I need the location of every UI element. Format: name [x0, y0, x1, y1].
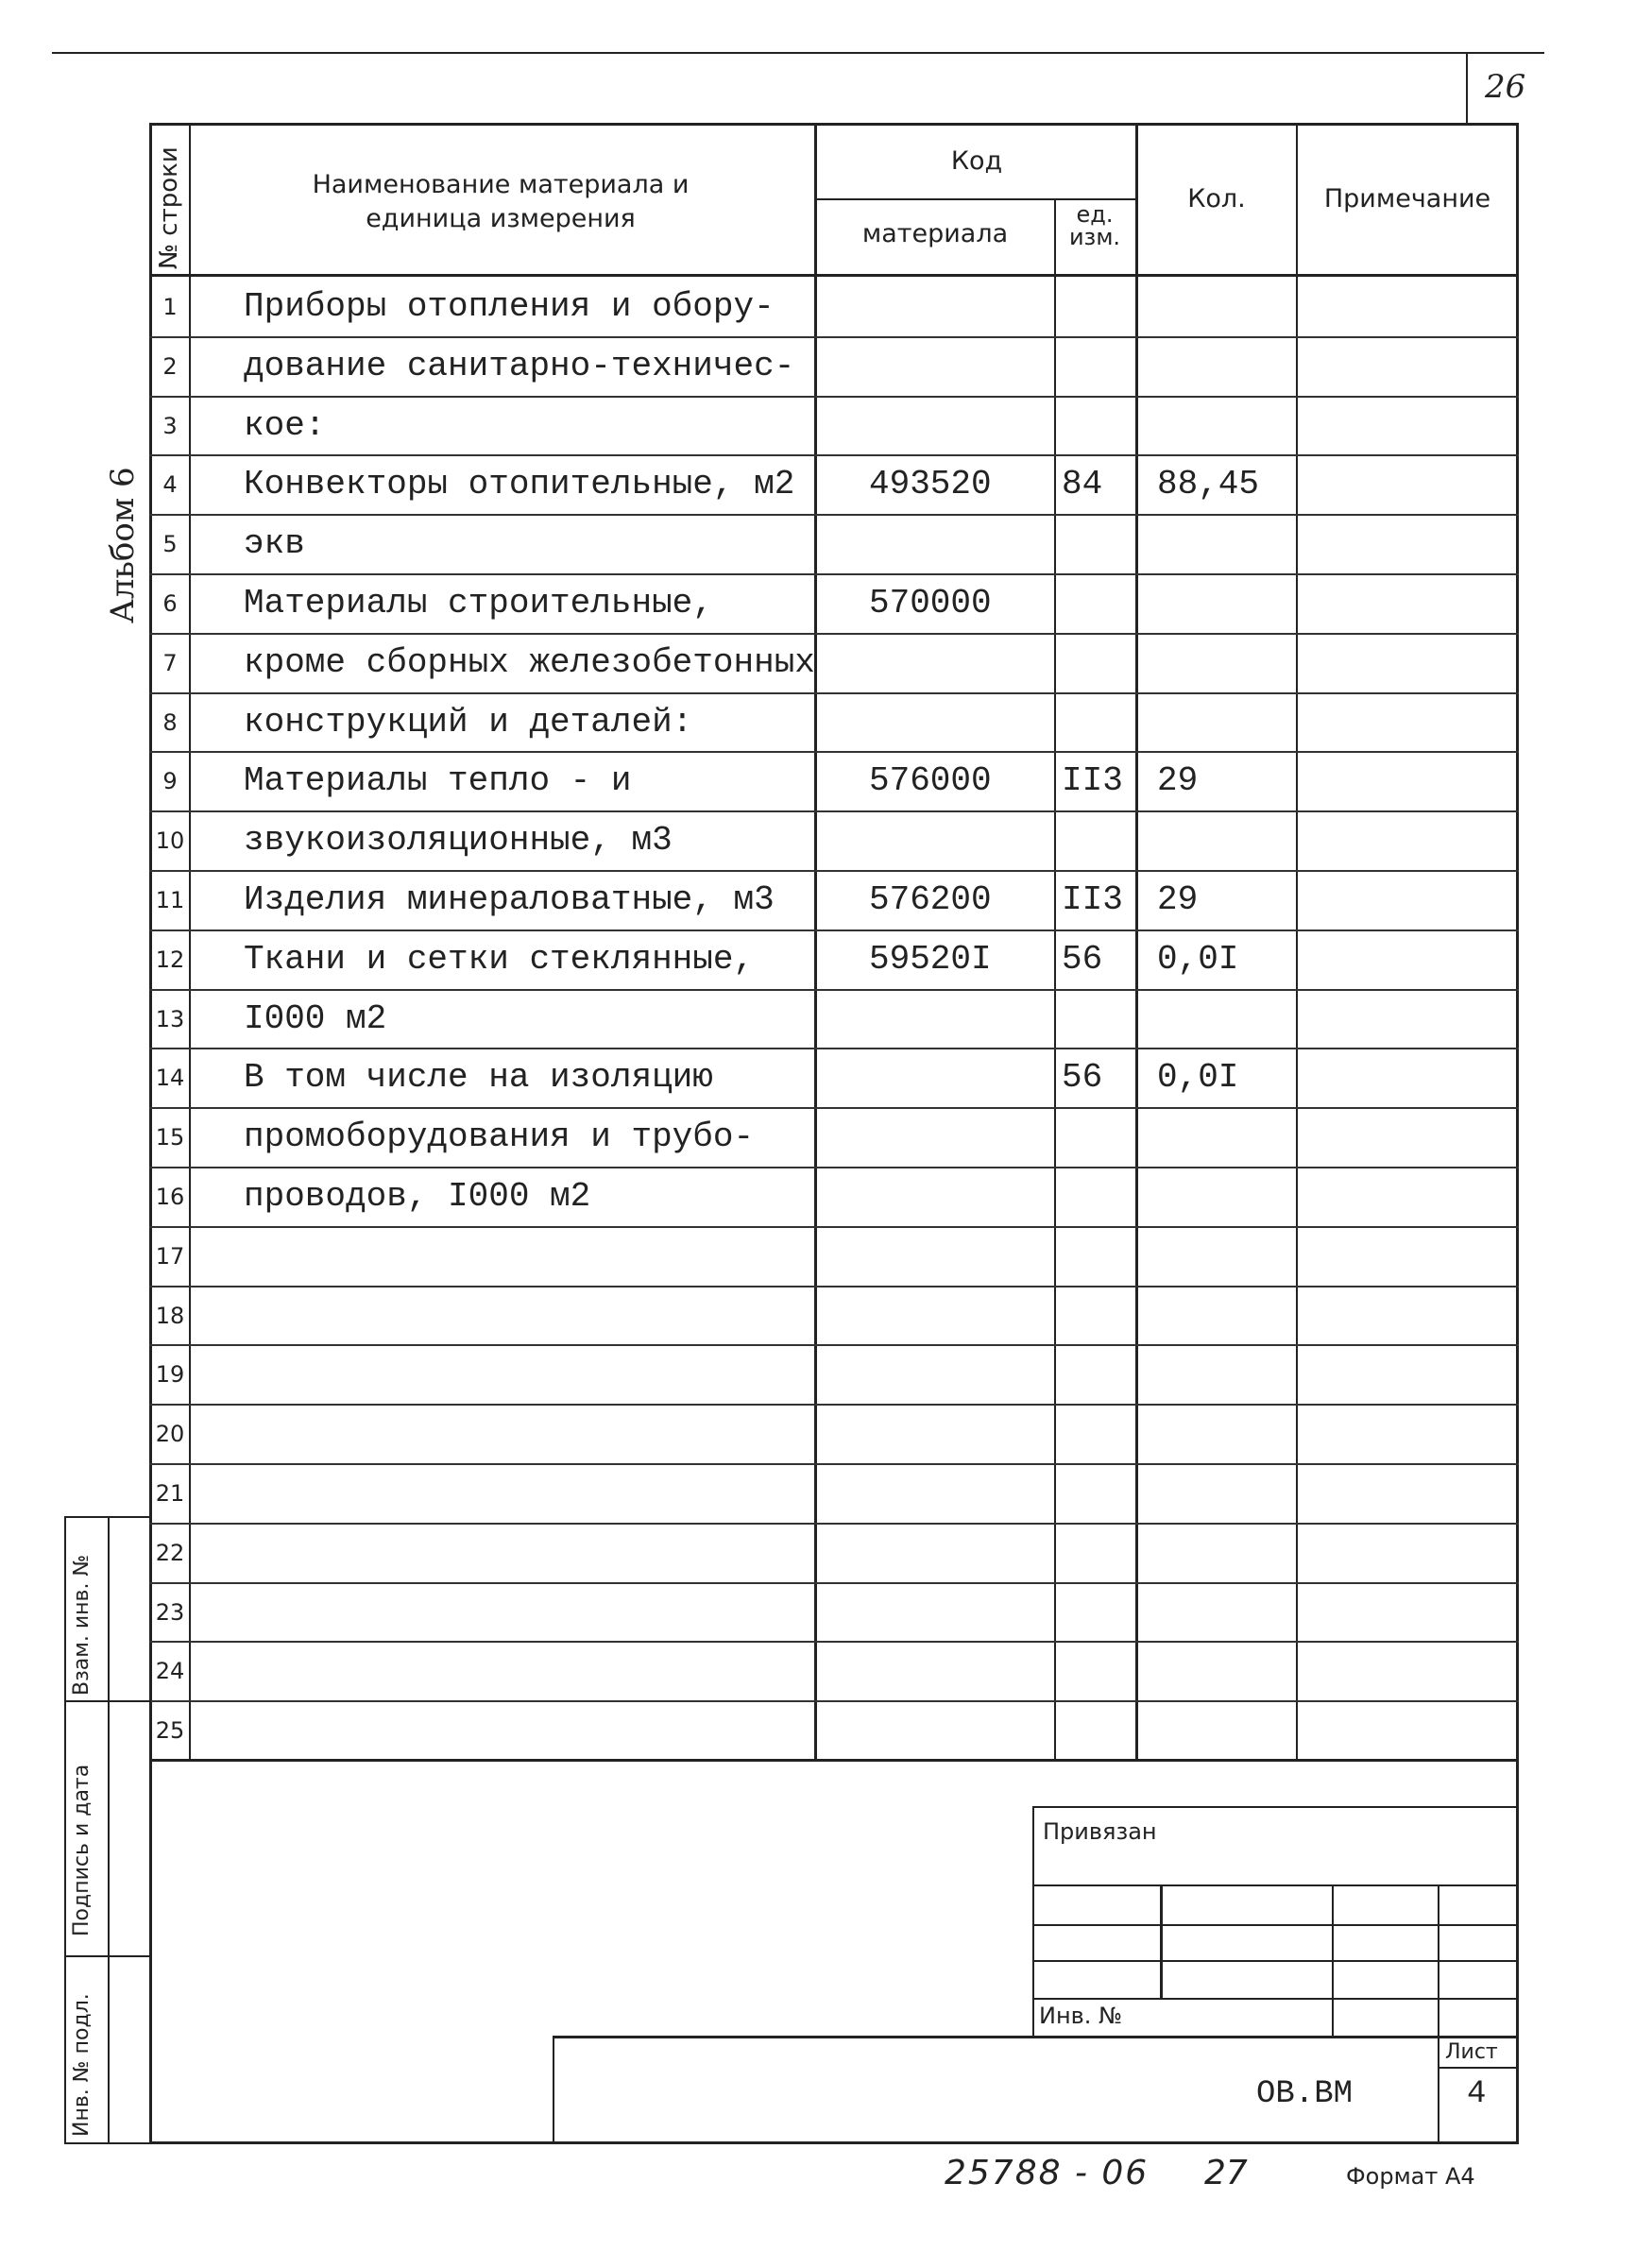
- page-number: 26: [1485, 68, 1526, 106]
- inv-podl-label: Инв. № подл.: [70, 1993, 94, 2137]
- material-name: Приборы отопления и обору-: [244, 287, 775, 326]
- name-header: Наименование материала и единица измерения: [312, 170, 690, 233]
- quantity: 0,0I: [1157, 1058, 1239, 1097]
- note-header: Примечание: [1323, 184, 1491, 213]
- unit-code: II3: [1062, 880, 1123, 919]
- row-number: 11: [155, 887, 185, 913]
- material-name: экв: [244, 524, 305, 563]
- material-code: 570000: [869, 584, 992, 622]
- format-label: Формат А4: [1346, 2163, 1475, 2190]
- document-designation: ОВ.ВМ: [1256, 2076, 1354, 2112]
- material-code: 493520: [869, 465, 992, 503]
- unit-code: 56: [1062, 940, 1103, 979]
- sheet-number: 4: [1467, 2076, 1487, 2112]
- material-name: Конвекторы отопительные, м2: [244, 465, 795, 503]
- album-label: Альбом 6: [104, 467, 142, 623]
- material-name: В том числе на изоляцию: [244, 1058, 713, 1097]
- row-number: 23: [155, 1599, 185, 1626]
- quantity: 29: [1157, 880, 1199, 919]
- unit-code: 56: [1062, 1058, 1103, 1097]
- material-name: дование санитарно-техничес-: [244, 347, 795, 385]
- material-name: конструкций и деталей:: [244, 703, 693, 742]
- document-number: 25788 - 06: [945, 2154, 1150, 2192]
- row-number: 16: [155, 1184, 185, 1210]
- material-name: промоборудования и трубо-: [244, 1117, 755, 1156]
- row-number: 8: [162, 709, 178, 736]
- material-name: кроме сборных железобетонных: [244, 643, 815, 682]
- material-code: 59520I: [869, 940, 992, 979]
- row-number: 13: [155, 1006, 185, 1032]
- row-number: 17: [155, 1243, 185, 1270]
- material-name: Ткани и сетки стеклянные,: [244, 940, 755, 979]
- material-code: 576000: [869, 761, 992, 800]
- unit-code: 84: [1062, 465, 1103, 503]
- row-number: 15: [155, 1124, 185, 1151]
- quantity: 0,0I: [1157, 940, 1239, 979]
- material-name: Материалы тепло - и: [244, 761, 632, 800]
- sheet-label: Лист: [1445, 2040, 1498, 2064]
- code-material-header: материала: [861, 219, 1009, 248]
- row-number: 20: [155, 1421, 185, 1447]
- row-number: 1: [162, 294, 178, 320]
- row-number: 9: [162, 768, 178, 794]
- row-number: 22: [155, 1540, 185, 1566]
- row-number: 10: [155, 827, 185, 854]
- row-number: 4: [162, 471, 178, 498]
- row-number: 24: [155, 1658, 185, 1684]
- row-number: 2: [162, 353, 178, 380]
- code-unit-header: ед. изм.: [1068, 201, 1121, 250]
- row-number: 3: [162, 413, 178, 439]
- material-name: проводов, I000 м2: [244, 1177, 591, 1216]
- qty-header: Кол.: [1187, 184, 1246, 213]
- row-number: 5: [162, 531, 178, 557]
- vzam-inv-label: Взам. инв. №: [70, 1554, 94, 1696]
- material-name: I000 м2: [244, 999, 387, 1038]
- code-header: Код: [950, 146, 1003, 176]
- row-number: 25: [155, 1717, 185, 1744]
- signature-date-label: Подпись и дата: [70, 1764, 94, 1936]
- row-number: 6: [162, 590, 178, 617]
- footer-page: 27: [1204, 2154, 1248, 2192]
- material-code: 576200: [869, 880, 992, 919]
- row-number: 19: [155, 1361, 185, 1388]
- row-number-header: № строки: [155, 146, 183, 269]
- material-name: Материалы строительные,: [244, 584, 713, 622]
- unit-code: II3: [1062, 761, 1123, 800]
- material-name: кое:: [244, 406, 326, 445]
- material-name: звукоизоляционные, м3: [244, 821, 673, 860]
- row-number: 12: [155, 946, 185, 973]
- quantity: 88,45: [1157, 465, 1260, 503]
- row-number: 21: [155, 1480, 185, 1507]
- material-name: Изделия минераловатные, м3: [244, 880, 775, 919]
- row-number: 18: [155, 1303, 185, 1329]
- privyazan-label: Привязан: [1043, 1818, 1157, 1845]
- row-number: 14: [155, 1065, 185, 1091]
- inv-no-label: Инв. №: [1039, 2003, 1123, 2029]
- row-number: 7: [162, 650, 178, 676]
- quantity: 29: [1157, 761, 1199, 800]
